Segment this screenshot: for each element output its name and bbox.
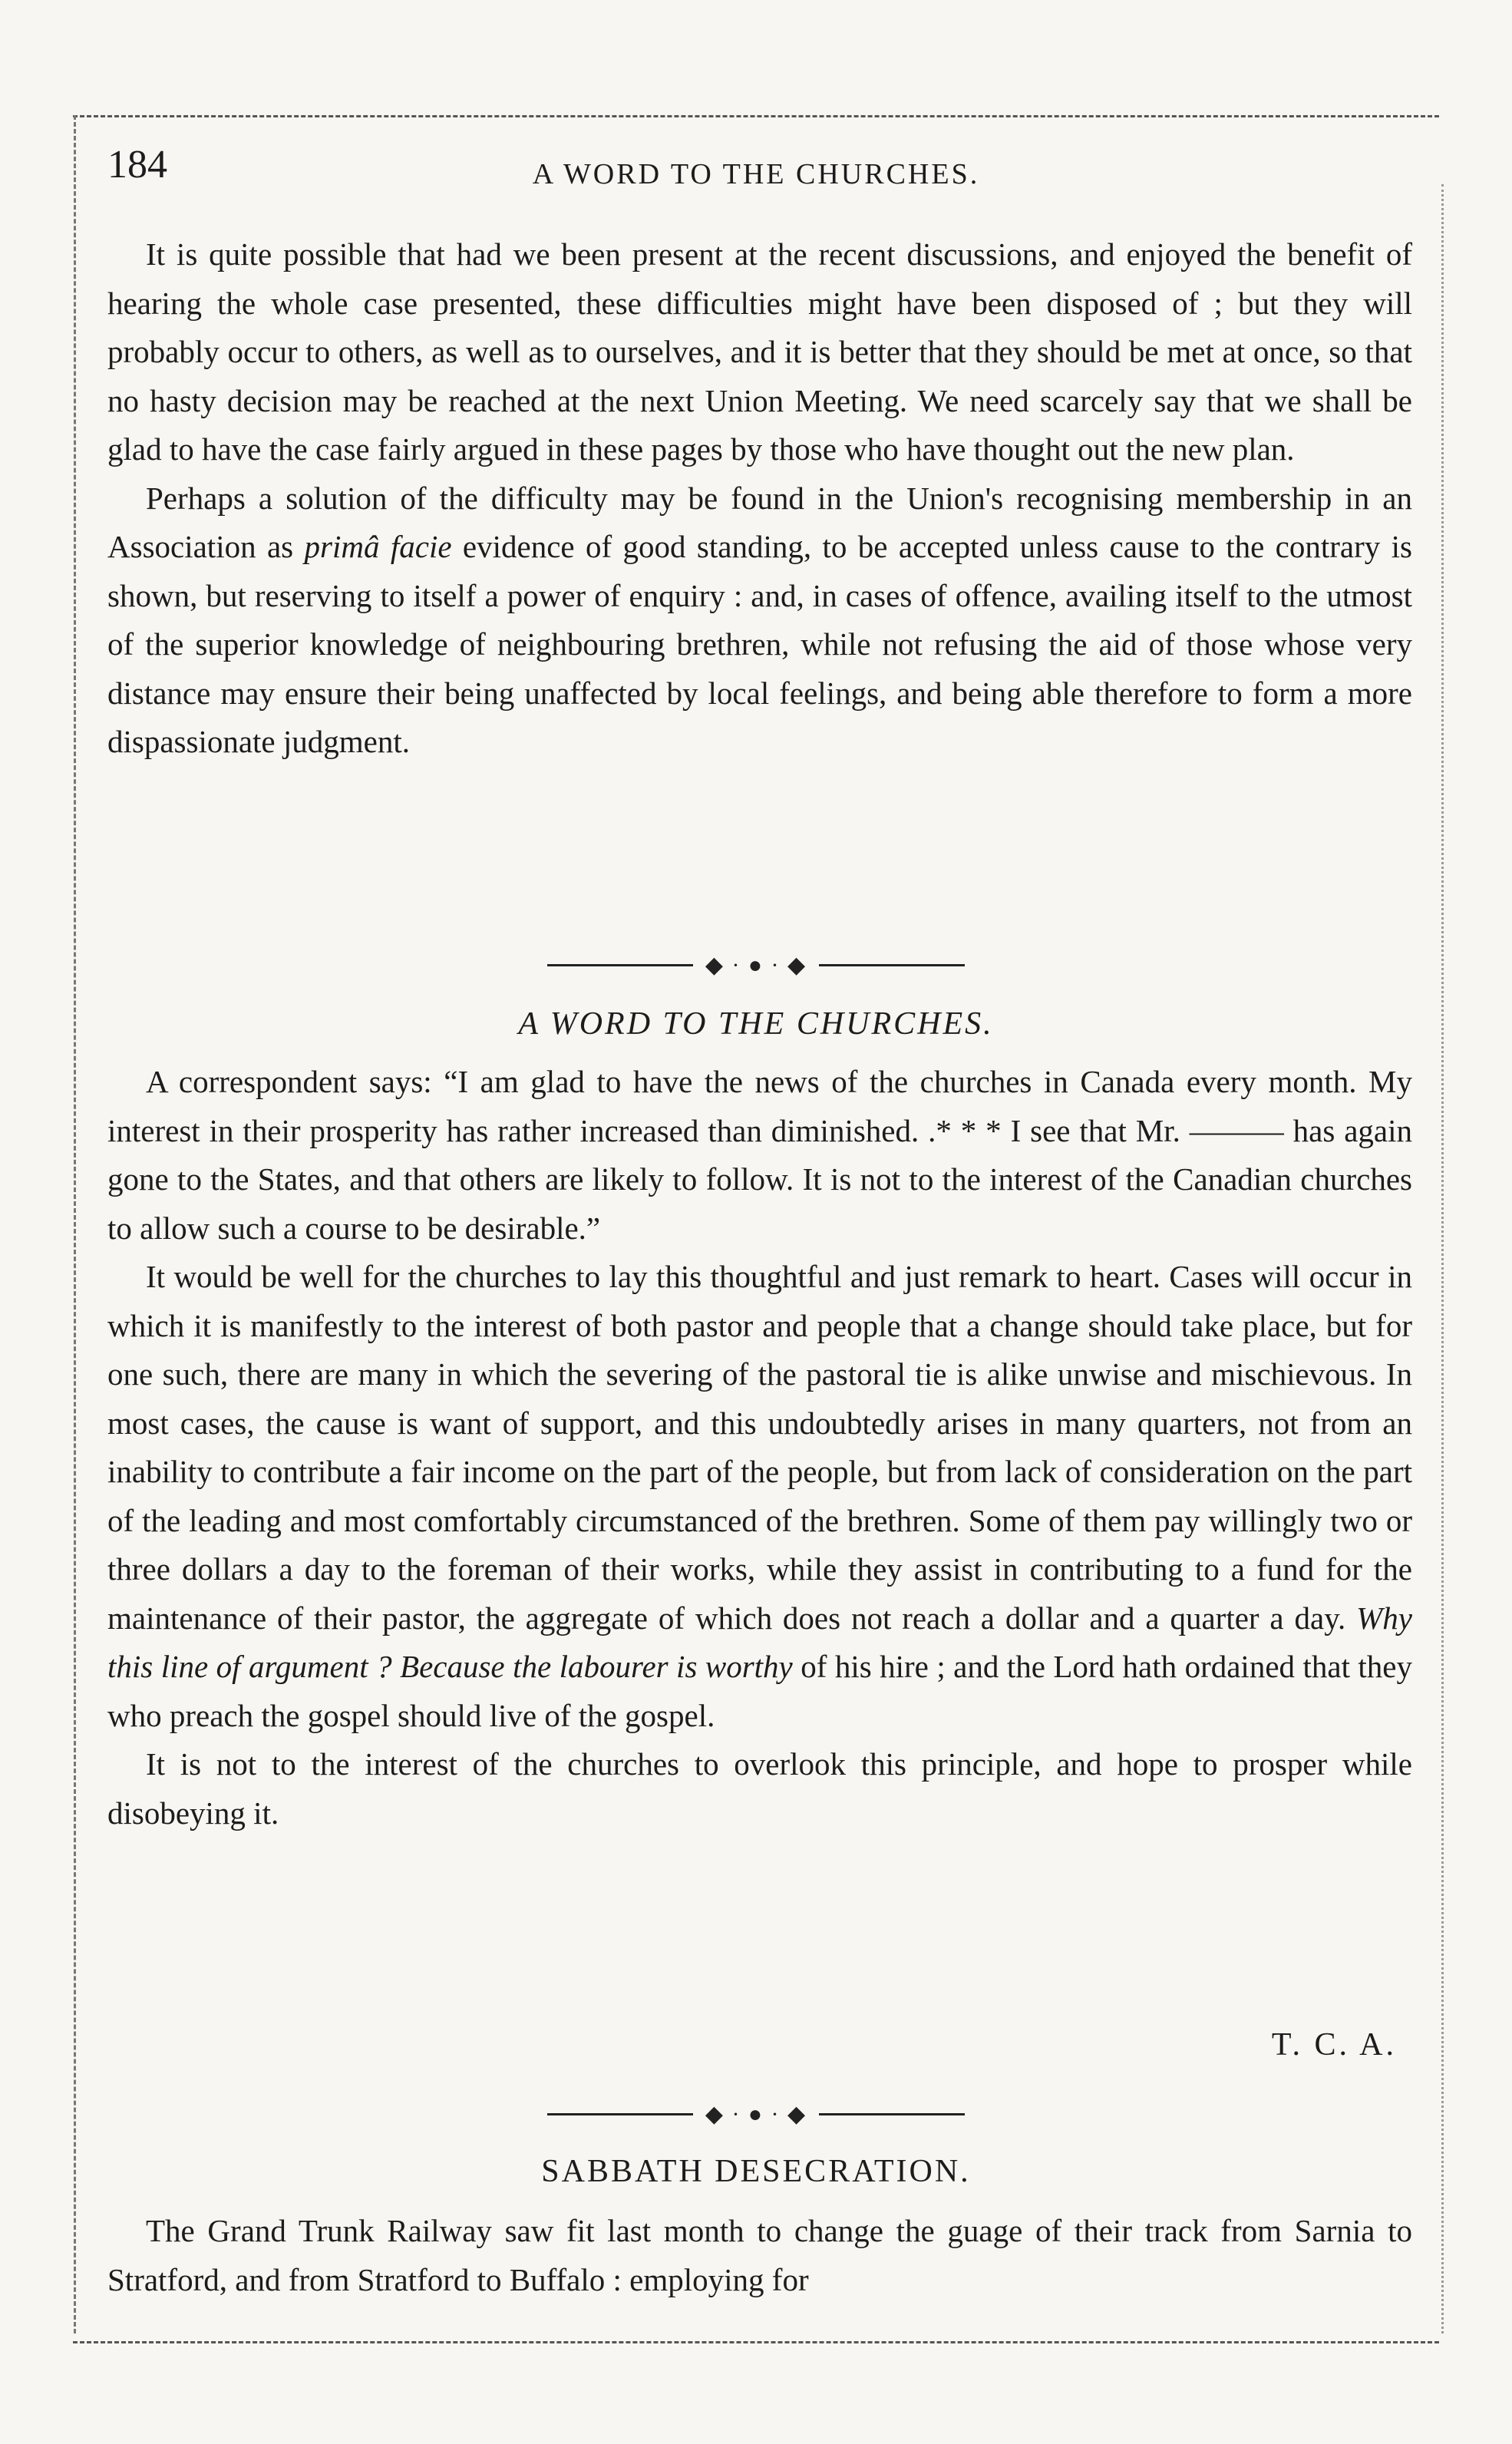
top-margin-rule	[73, 115, 1439, 117]
left-margin-rule	[74, 115, 76, 2333]
ornament-glyphs: ◆ · ● · ◆	[705, 952, 807, 978]
paragraph-1: It is quite possible that had we been present at the recent discussions, and enjoyed the benefit of hearing the whole case presented, these difficulties might have been disposed of ; but they will probably occur to others, as well as to ourselves, and it is better that they should be met at once, so that no hasty decision may be reached at the next Union Meeting. We need scarcely say that we shall be glad to have the case fairly argued in these pages by those who have thought out the new plan.	[107, 236, 1412, 467]
section-1-paragraph-2-end: of his hire ; and the Lord hath ordained that they who preach the gospel should live of the gospel.	[107, 1649, 1413, 1733]
right-margin-rule	[1441, 184, 1444, 2333]
paragraph-2	[107, 474, 1412, 767]
section-title-sabbath-desecration: SABBATH DESECRATION.	[541, 2154, 971, 2189]
signature: T. C. A.	[1271, 2027, 1397, 2063]
section-1-paragraph-1: A correspondent says: “I am glad to have the news of the churches in Canada every month. My interest in their prosperity has rather increased than diminished. .* * * I see that Mr. ——— has again gone to the States, and that others are likely to follow. It is not to the interest of the Canadian churches to allow such a course to be desirable.”	[107, 1064, 1412, 1246]
section-title-word-to-churches: A WORD TO THE CHURCHES.	[518, 1006, 994, 1042]
section-1-paragraph-2-italic: Why this line of argument ? Because the labourer is worthy	[107, 1600, 1412, 1684]
paragraph-2-italic: primâ facie	[304, 529, 452, 564]
section-1-text	[107, 1058, 1412, 1838]
bottom-margin-rule	[73, 2341, 1439, 2343]
ornament-glyphs-2: ◆ · ● · ◆	[705, 2101, 807, 2127]
paragraph-2-end: evidence of good standing, to be accepted unless cause to the contrary is shown, but reserving to itself a power of enquiry : and, in cases of offence, availing itself to the utmost of the superior knowledge of neighbouring brethren, while not refusing the aid of those whose very distance may ensure their being unaffected by local feelings, and being able therefore to form a more dispassionate judgment.	[107, 529, 1412, 759]
section-divider-1	[0, 950, 1512, 979]
section-2-paragraph-1: The Grand Trunk Railway saw fit last month to change the guage of their track from Sarnia to Stratford, and from Stratford to Buffalo : employing for	[107, 2213, 1412, 2297]
section-2-text	[107, 2207, 1412, 2304]
page-number: 184	[107, 143, 167, 187]
section-1-paragraph-2	[107, 1253, 1412, 1740]
opening-text	[107, 230, 1412, 767]
section-1-paragraph-3: It is not to the interest of the churches to overlook this principle, and hope to prosper while disobeying it.	[107, 1746, 1412, 1831]
section-divider-2	[0, 2099, 1512, 2128]
section-1-paragraph-2-start: It would be well for the churches to lay this thoughtful and just remark to heart. Cases will occur in which it is manifestly to the interest of both pastor and people that a change should take place, but for one such, there are many in which the severing of the pastoral tie is alike unwise and mischievous. In most cases, the cause is want of support, and this undoubtedly arises in many quarters, not from an inability to contribute a fair income on the part of the people, but from lack of consideration on the part of the leading and most comfortably circumstanced of the brethren. Some of them pay willingly two or three dollars a day to the foreman of their works, while they assist in contributing to a fund for the maintenance of their pastor, the aggregate of which does not reach a dollar and a quarter a day.	[107, 1259, 1412, 1636]
running-head: A WORD TO THE CHURCHES.	[532, 158, 980, 190]
paragraph-2-start: Perhaps a solution of the difficulty may be found in the Union's recognising membership in an Association as	[107, 480, 1412, 564]
